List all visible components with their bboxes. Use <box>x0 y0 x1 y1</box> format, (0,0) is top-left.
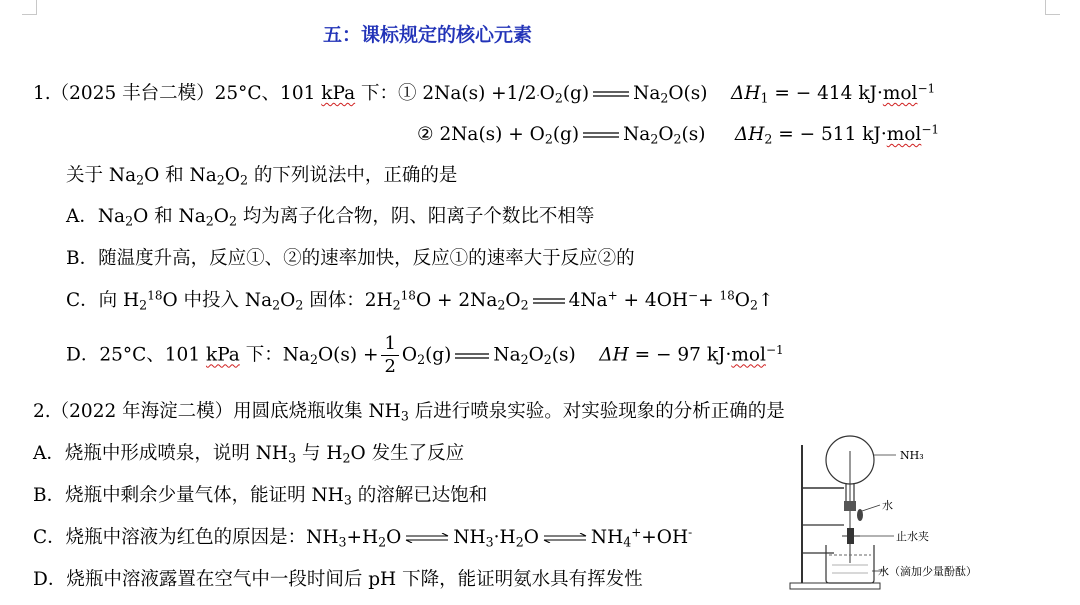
q1-option-d: D．25°C、101 kPa 下：$Na_2O(s)$ + $\frac{1}{2}$ $O_2(g)$ $Na_2O_2(s)$ ΔH = − 97 kJ·mol$^{-1}$ <box>66 333 784 377</box>
page-corner-mark <box>22 0 37 15</box>
equals-sign-arrow-icon <box>592 90 630 98</box>
equals-sign-arrow-icon <box>582 131 620 139</box>
q1-intro-line: 1.（2025 丰台二模）25°C、101 kPa 下：① $2Na(s) +1/2\cdot O_2(g)$ $Na_2O(s)$ $\Delta H_1$ = − 414 kJ·mol$^{-1}$ <box>33 81 936 106</box>
equilibrium-arrow-icon <box>542 533 588 543</box>
q2-option-a: A．烧瓶中形成喷泉，说明 $NH_3$ 与 $H_2O$ 发生了反应 <box>33 443 465 466</box>
q1-stem: 关于 $Na_2O$ 和 $Na_2O_2$ 的下列说法中，正确的是 <box>66 165 458 188</box>
q2-option-b: B．烧瓶中剩余少量气体，能证明 $NH_3$ 的溶解已达饱和 <box>33 485 488 508</box>
page-corner-mark <box>1045 0 1060 15</box>
q1-reaction-2-line: ② $2Na(s) + O_2(g)$ $Na_2O_2(s)$ $\Delta H_2$ = − 511 kJ·mol$^{-1}$ <box>417 122 940 147</box>
fraction-one-half: $\frac{1}{2}$ <box>381 333 398 378</box>
equilibrium-arrow-icon <box>404 533 450 543</box>
fountain-experiment-figure <box>782 433 1032 598</box>
q1-option-c: C．向 $H_2^{18}O$ 中投入 $Na_2O_2$ 固体：$2H_2^{18}O + 2Na_2O_2$ $4Na^+ + 4OH^-+ ^{18}O_2↑$ <box>66 288 774 313</box>
q2-stem: 2.（2022 年海淀二模）用圆底烧瓶收集 $NH_3$ 后进行喷泉实验。对实验现象的分析正确的是 <box>33 401 785 424</box>
q1-option-a: A．$Na_2O$ 和 $Na_2O_2$ 均为离子化合物，阴、阳离子个数比不相等 <box>66 206 595 229</box>
figure-label-nh3: NH₃ <box>900 449 924 462</box>
figure-label-beaker: 水（滴加少量酚酞） <box>878 565 977 578</box>
q2-option-c: C．烧瓶中溶液为红色的原因是：$NH_3+H_2O$ $NH_3\cdot H_2O$ $NH_4^++OH^-$ <box>33 525 693 550</box>
equals-sign-arrow-icon <box>454 352 490 360</box>
equals-sign-arrow-icon <box>532 297 566 305</box>
q2-option-d: D．烧瓶中溶液露置在空气中一段时间后 pH 下降，能证明氨水具有挥发性 <box>33 569 643 590</box>
figure-label-water: 水 <box>882 499 893 512</box>
q1-option-b: B．随温度升高，反应①、②的速率加快，反应①的速率大于反应②的 <box>66 248 635 269</box>
figure-label-clamp: 止水夹 <box>896 530 929 543</box>
section-title: 五：课标规定的核心元素 <box>323 24 533 46</box>
